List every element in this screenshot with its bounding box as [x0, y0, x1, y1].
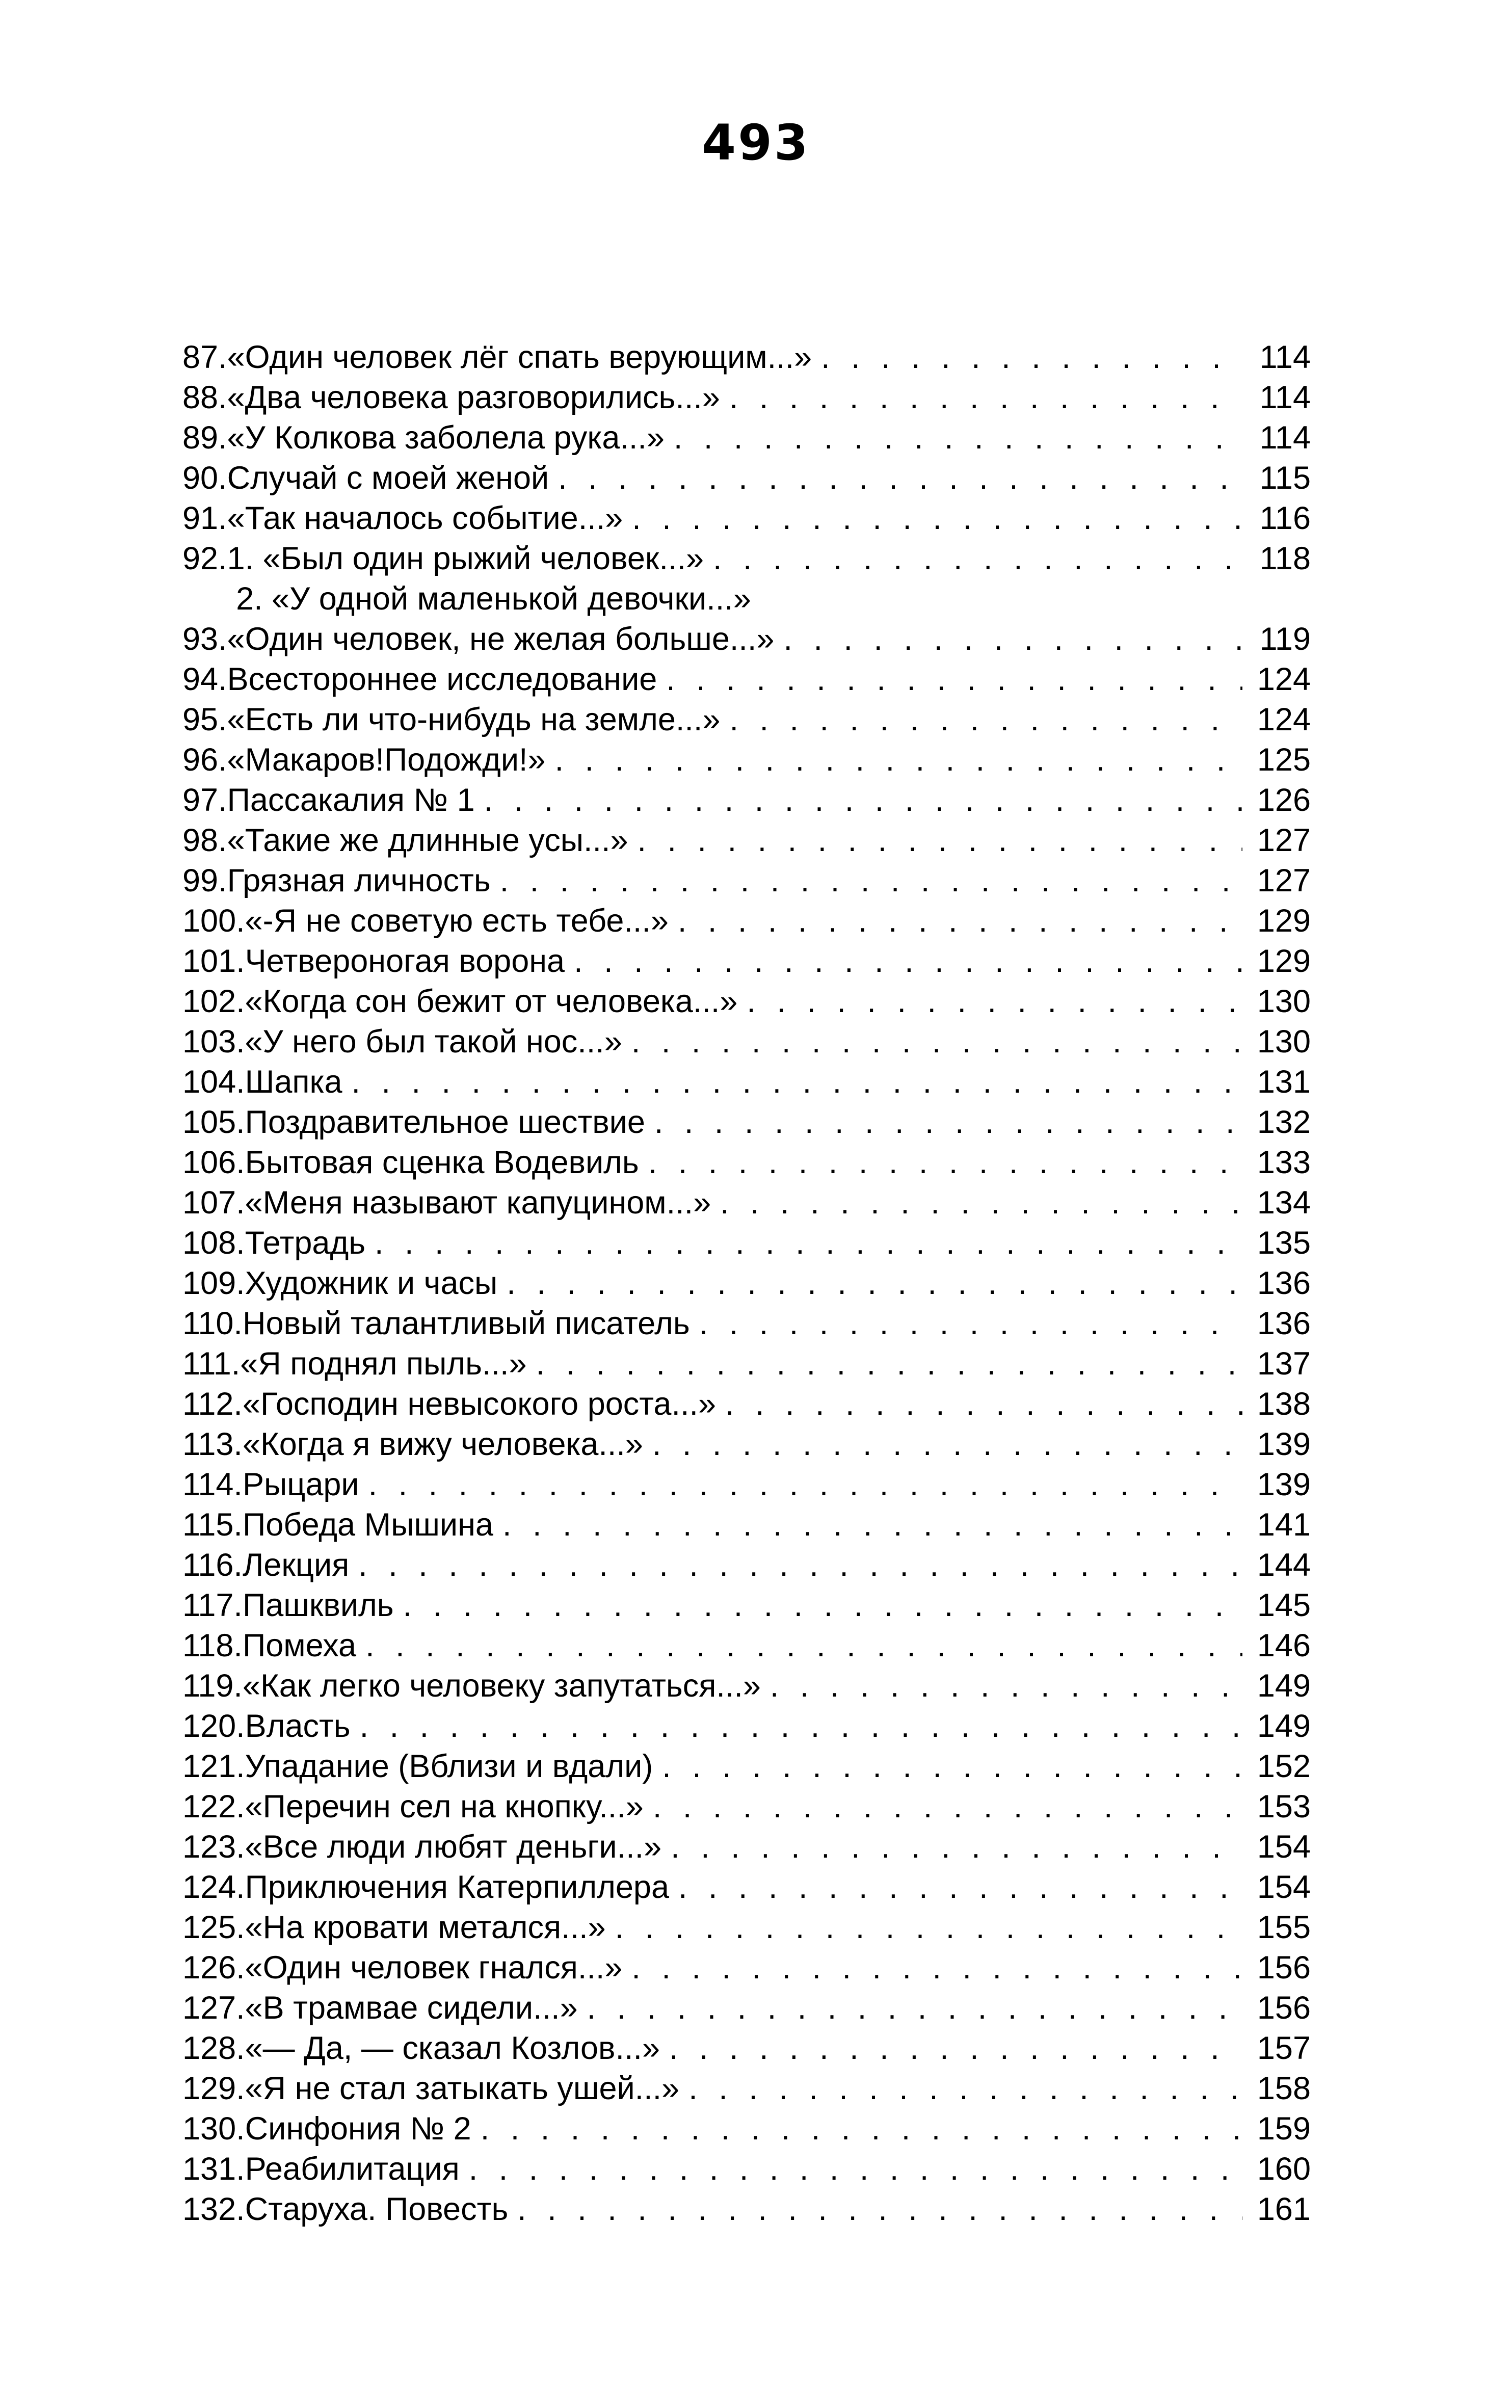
toc-entry-number: 89. — [182, 420, 227, 456]
dot-leader — [666, 659, 1242, 700]
toc-entry-title: «В трамвае сидели...» — [245, 1990, 578, 2026]
dot-leader — [615, 1908, 1242, 1948]
toc-entry-page: 136 — [1257, 1306, 1311, 1341]
dot-leader — [358, 1545, 1242, 1585]
dot-leader — [375, 1223, 1242, 1263]
toc-entry-page: 129 — [1257, 943, 1311, 979]
toc-entry-title: «Меня называют капуцином...» — [245, 1185, 711, 1221]
toc-entry-title: Пассакалия № 1 — [227, 782, 475, 818]
toc-entry-number: 130. — [182, 2111, 245, 2147]
toc-entry-title: Реабилитация — [245, 2151, 460, 2187]
toc-entry-page: 114 — [1259, 339, 1311, 375]
toc-entry — [182, 1384, 1311, 1424]
toc-entry — [182, 1908, 1311, 1948]
toc-entry-number: 128. — [182, 2030, 245, 2066]
dot-leader — [587, 1988, 1242, 2028]
toc-entry — [182, 1424, 1311, 1465]
toc-entry-number: 96. — [182, 742, 227, 778]
toc-entry-page: 154 — [1257, 1829, 1311, 1865]
toc-entry-title: «Когда я вижу человека...» — [242, 1426, 643, 1462]
toc-entry — [182, 2069, 1311, 2109]
toc-entry — [182, 1585, 1311, 1626]
toc-entry — [182, 861, 1311, 901]
toc-entry-number: 108. — [182, 1225, 245, 1261]
toc-entry-page: 132 — [1257, 1104, 1311, 1140]
dot-leader — [770, 1666, 1242, 1706]
toc-entry-number: 126. — [182, 1950, 245, 1986]
toc-entry-number: 120. — [182, 1708, 245, 1744]
toc-entry-page: 154 — [1257, 1869, 1311, 1905]
toc-entry — [182, 619, 1311, 659]
toc-entry — [182, 498, 1311, 539]
toc-entry — [182, 780, 1311, 821]
toc-entry-title: Упадание (Вблизи и вдали) — [245, 1749, 653, 1784]
toc-entry — [182, 1626, 1311, 1666]
toc-entry-page: 114 — [1259, 380, 1311, 415]
dot-leader — [502, 1505, 1242, 1545]
dot-leader — [729, 700, 1242, 740]
toc-entry — [182, 1827, 1311, 1867]
toc-entry — [182, 1505, 1311, 1545]
toc-entry-number: 113. — [182, 1426, 243, 1462]
dot-leader — [674, 418, 1242, 458]
toc-entry-page: 124 — [1257, 702, 1311, 737]
toc-entry-title: Победа Мышина — [242, 1507, 493, 1543]
toc-entry-title: «— Да, — сказал Козлов...» — [245, 2030, 660, 2066]
toc-entry-page: 116 — [1259, 500, 1311, 536]
toc-entry — [182, 1706, 1311, 1747]
toc-entry-page: 144 — [1257, 1547, 1311, 1583]
toc-entry-title: «Макаров!Подожди!» — [227, 742, 546, 778]
toc-entry — [182, 1787, 1311, 1827]
toc-entry-title: Бытовая сценка Водевиль — [245, 1145, 639, 1180]
dot-leader — [648, 1143, 1242, 1183]
toc-entry-number: 97. — [182, 782, 227, 818]
dot-leader — [713, 539, 1242, 579]
toc-entry-title: Приключения Катерпиллера — [245, 1869, 670, 1905]
toc-entry-page: 133 — [1257, 1145, 1311, 1180]
toc-entry-title: Четвероногая ворона — [245, 943, 565, 979]
toc-entry-page: 126 — [1257, 782, 1311, 818]
toc-entry-page: 153 — [1257, 1789, 1311, 1824]
toc-entry-number: 99. — [182, 863, 227, 898]
toc-entry-page: 135 — [1257, 1225, 1311, 1261]
dot-leader — [821, 337, 1242, 378]
toc-entry-page: 149 — [1257, 1668, 1311, 1704]
toc-entry — [182, 901, 1311, 941]
toc-entry-title: Власть — [245, 1708, 351, 1744]
toc-entry-number: 107. — [182, 1185, 245, 1221]
toc-entry — [182, 1465, 1311, 1505]
toc-entry-page: 139 — [1257, 1467, 1311, 1502]
toc-entry-page: 138 — [1257, 1386, 1311, 1422]
toc-entry-number: 112. — [182, 1386, 243, 1422]
dot-leader — [360, 1706, 1242, 1747]
toc-entry-number: 109. — [182, 1265, 245, 1301]
toc-entry-page: 161 — [1257, 2191, 1311, 2227]
toc-entry-number: 95. — [182, 702, 227, 737]
toc-entry — [182, 1223, 1311, 1263]
toc-entry-title: Новый талантливый писатель — [242, 1306, 690, 1341]
toc-entry-number: 118. — [182, 1628, 243, 1663]
toc-entry-number: 93. — [182, 621, 227, 657]
dot-leader — [365, 1626, 1242, 1666]
toc-entry-number: 122. — [182, 1789, 245, 1824]
toc-entry-page: 127 — [1257, 863, 1311, 898]
dot-leader — [368, 1465, 1242, 1505]
toc-entry-title: «Один человек гнался...» — [245, 1950, 623, 1986]
toc-entry — [182, 659, 1311, 700]
toc-entry-title: «Перечин сел на кнопку...» — [245, 1789, 644, 1824]
toc-entry-number: 125. — [182, 1910, 245, 1945]
toc-entry-page: 157 — [1257, 2030, 1311, 2066]
table-of-contents — [182, 337, 1311, 2230]
toc-entry-page: 156 — [1257, 1990, 1311, 2026]
dot-leader — [631, 1948, 1242, 1988]
toc-entry-number: 115. — [182, 1507, 243, 1543]
toc-entry-number: 114. — [182, 1467, 243, 1502]
toc-entry-title: Грязная личность — [227, 863, 491, 898]
toc-entry — [182, 1988, 1311, 2028]
toc-entry-title: Лекция — [242, 1547, 350, 1583]
dot-leader — [699, 1304, 1242, 1344]
dot-leader — [507, 1263, 1242, 1304]
toc-entry — [182, 337, 1311, 378]
toc-entry — [182, 1948, 1311, 1988]
toc-entry-title: «Господин невысокого роста...» — [242, 1386, 717, 1422]
toc-entry-number: 106. — [182, 1145, 245, 1180]
toc-entry-title: Всестороннее исследование — [227, 661, 657, 697]
toc-entry-page: 141 — [1257, 1507, 1311, 1543]
toc-entry-number: 131. — [182, 2151, 245, 2187]
toc-entry — [182, 378, 1311, 418]
toc-entry — [182, 458, 1311, 498]
dot-leader — [558, 458, 1242, 498]
toc-entry-number: 129. — [182, 2071, 245, 2106]
toc-entry — [182, 579, 1311, 619]
dot-leader — [469, 2149, 1242, 2189]
toc-entry-page: 149 — [1257, 1708, 1311, 1744]
dot-leader — [783, 619, 1242, 659]
toc-entry-title: «Один человек лёг спать верующим...» — [227, 339, 812, 375]
toc-entry-number: 104. — [182, 1064, 245, 1100]
dot-leader — [678, 901, 1242, 941]
toc-entry — [182, 1183, 1311, 1223]
toc-entry-number: 92. — [182, 541, 227, 576]
toc-entry-title: 2. «У одной маленькой девочки...» — [236, 581, 751, 617]
toc-entry-title: «Два человека разговорились...» — [227, 380, 720, 415]
toc-entry — [182, 740, 1311, 780]
toc-entry-title: Случай с моей женой — [227, 460, 549, 496]
toc-entry-title: «У него был такой нос...» — [245, 1024, 622, 1060]
dot-leader — [536, 1344, 1242, 1384]
toc-entry-number: 121. — [182, 1749, 245, 1784]
toc-entry-page: 139 — [1257, 1426, 1311, 1462]
toc-entry-number: 101. — [182, 943, 245, 979]
toc-entry-number: 105. — [182, 1104, 245, 1140]
dot-leader — [747, 982, 1242, 1022]
toc-entry — [182, 1143, 1311, 1183]
toc-entry-number: 123. — [182, 1829, 245, 1865]
toc-entry-number: 88. — [182, 380, 227, 415]
toc-entry — [182, 1747, 1311, 1787]
toc-entry-title: «Когда сон бежит от человека...» — [245, 984, 738, 1019]
toc-entry-page: 158 — [1257, 2071, 1311, 2106]
toc-entry-number: 110. — [182, 1306, 243, 1341]
toc-entry — [182, 1102, 1311, 1143]
toc-entry-page: 115 — [1259, 460, 1311, 496]
dot-leader — [671, 1827, 1242, 1867]
dot-leader — [653, 1787, 1242, 1827]
toc-entry-page: 159 — [1257, 2111, 1311, 2147]
dot-leader — [403, 1585, 1242, 1626]
toc-entry-title: «Так началось событие...» — [227, 500, 623, 536]
toc-entry-page: 137 — [1257, 1346, 1311, 1382]
toc-entry — [182, 1263, 1311, 1304]
toc-entry-page: 145 — [1257, 1587, 1311, 1623]
toc-entry — [182, 1867, 1311, 1908]
toc-entry-number: 124. — [182, 1869, 245, 1905]
toc-entry-title: Помеха — [242, 1628, 357, 1663]
toc-entry — [182, 1304, 1311, 1344]
toc-entry-number: 100. — [182, 903, 245, 939]
toc-entry-title: «Я поднял пыль...» — [240, 1346, 527, 1382]
toc-entry-number: 94. — [182, 661, 227, 697]
dot-leader — [631, 1022, 1242, 1062]
toc-entry-page: 127 — [1257, 823, 1311, 858]
toc-entry-number: 127. — [182, 1990, 245, 2026]
toc-entry-page: 118 — [1259, 541, 1311, 576]
dot-leader — [654, 1102, 1242, 1143]
toc-entry — [182, 2109, 1311, 2149]
toc-entry — [182, 1666, 1311, 1706]
dot-leader — [517, 2189, 1242, 2230]
dot-leader — [688, 2069, 1242, 2109]
toc-entry-number: 91. — [182, 500, 227, 536]
toc-entry — [182, 1545, 1311, 1585]
dot-leader — [500, 861, 1242, 901]
toc-entry-title: Пашквиль — [242, 1587, 394, 1623]
dot-leader — [662, 1747, 1242, 1787]
toc-entry-number: 87. — [182, 339, 227, 375]
toc-entry — [182, 418, 1311, 458]
toc-entry-page: 114 — [1259, 420, 1311, 456]
toc-entry-title: Шапка — [245, 1064, 342, 1100]
dot-leader — [669, 2028, 1242, 2069]
toc-entry-title: «На кровати метался...» — [245, 1910, 606, 1945]
toc-entry — [182, 539, 1311, 579]
toc-entry-title: Тетрадь — [245, 1225, 366, 1261]
toc-entry-title: «-Я не советую есть тебе...» — [245, 903, 669, 939]
toc-entry — [182, 1022, 1311, 1062]
dot-leader — [652, 1424, 1242, 1465]
toc-entry-title: «Есть ли что-нибудь на земле...» — [227, 702, 721, 737]
toc-entry — [182, 2189, 1311, 2230]
toc-entry — [182, 1062, 1311, 1102]
toc-entry-page: 119 — [1259, 621, 1311, 657]
toc-entry-number: 103. — [182, 1024, 245, 1060]
toc-entry-title: Рыцари — [242, 1467, 359, 1502]
toc-entry-page: 155 — [1257, 1910, 1311, 1945]
toc-entry — [182, 2149, 1311, 2189]
toc-entry-number: 132. — [182, 2191, 245, 2227]
toc-entry-title: «Я не стал затыкать ушей...» — [245, 2071, 680, 2106]
toc-entry-number: 98. — [182, 823, 227, 858]
dot-leader — [725, 1384, 1242, 1424]
toc-entry-title: Поздравительное шествие — [245, 1104, 645, 1140]
toc-entry-page: 136 — [1257, 1265, 1311, 1301]
dot-leader — [638, 821, 1242, 861]
toc-entry — [182, 821, 1311, 861]
toc-entry-page: 129 — [1257, 903, 1311, 939]
toc-entry-page: 134 — [1257, 1185, 1311, 1221]
toc-entry-title: Художник и часы — [245, 1265, 498, 1301]
toc-entry-number: 111. — [182, 1346, 241, 1382]
toc-entry-number: 116. — [182, 1547, 243, 1583]
dot-leader — [574, 941, 1242, 982]
dot-leader — [678, 1867, 1242, 1908]
toc-entry-title: 1. «Был один рыжий человек...» — [227, 541, 704, 576]
toc-entry-title: «Как легко человеку запутаться...» — [242, 1668, 761, 1704]
toc-entry-page: 124 — [1257, 661, 1311, 697]
dot-leader — [481, 2109, 1242, 2149]
toc-entry-page: 156 — [1257, 1950, 1311, 1986]
dot-leader — [555, 740, 1242, 780]
toc-entry-title: Синфония № 2 — [245, 2111, 471, 2147]
dot-leader — [484, 780, 1242, 821]
toc-entry — [182, 1344, 1311, 1384]
toc-entry-page: 146 — [1257, 1628, 1311, 1663]
toc-entry-page: 130 — [1257, 1024, 1311, 1060]
toc-entry — [182, 700, 1311, 740]
toc-entry-title: «Один человек, не желая больше...» — [227, 621, 775, 657]
toc-entry-page: 125 — [1257, 742, 1311, 778]
toc-entry-page: 130 — [1257, 984, 1311, 1019]
toc-entry-number: 90. — [182, 460, 227, 496]
toc-entry-title: «У Колкова заболела рука...» — [227, 420, 665, 456]
dot-leader — [632, 498, 1242, 539]
toc-entry-number: 117. — [182, 1587, 243, 1623]
toc-entry-page: 152 — [1257, 1749, 1311, 1784]
toc-entry-page: 131 — [1257, 1064, 1311, 1100]
toc-entry — [182, 982, 1311, 1022]
toc-entry-title: «Такие же длинные усы...» — [227, 823, 628, 858]
toc-entry-number: 119. — [182, 1668, 243, 1704]
page-number: 493 — [702, 114, 810, 171]
dot-leader — [352, 1062, 1242, 1102]
dot-leader — [720, 1183, 1242, 1223]
toc-entry-page: 160 — [1257, 2151, 1311, 2187]
toc-entry — [182, 941, 1311, 982]
toc-entry-title: «Все люди любят деньги...» — [245, 1829, 662, 1865]
toc-entry — [182, 2028, 1311, 2069]
dot-leader — [729, 378, 1242, 418]
toc-entry-number: 102. — [182, 984, 245, 1019]
toc-entry-title: Старуха. Повесть — [245, 2191, 509, 2227]
